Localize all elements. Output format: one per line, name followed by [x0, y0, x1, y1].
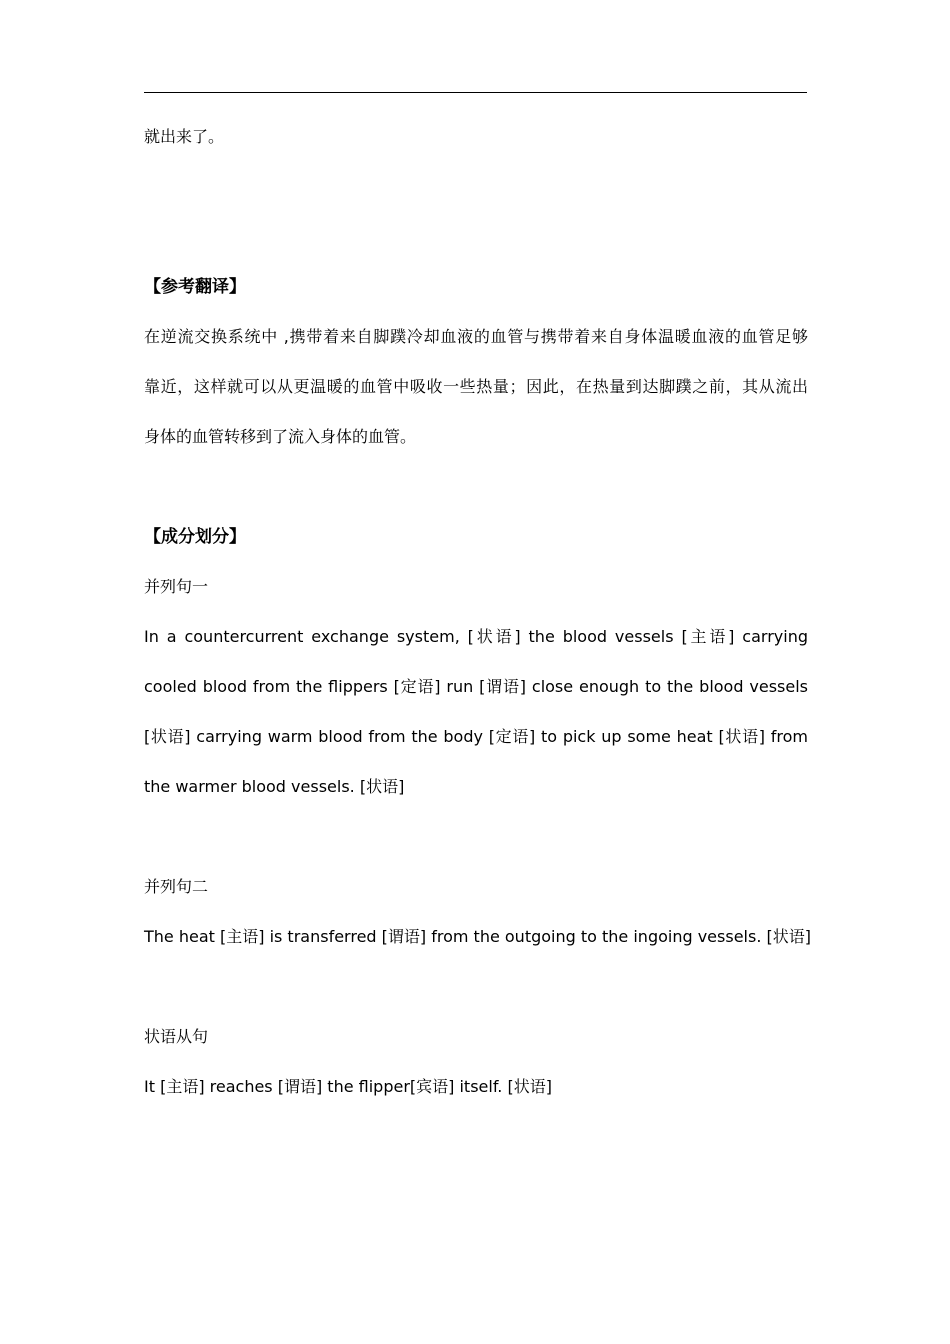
translation-line: 在逆流交换系统中 ,携带着来自脚蹼冷却血液的血管与携带着来自身体温暖血液的血管足够 [144, 327, 808, 346]
clause-line: cooled blood from the flippers [定语] run [谓语] close enough to the blood vessels [144, 677, 808, 696]
continuation-text: 就出来了。 [144, 127, 225, 146]
clause-line: [状语] carrying warm blood from the body [定语] to pick up some heat [状语] from [144, 727, 808, 746]
spacer [144, 962, 808, 1012]
document-body [144, 112, 811, 1112]
translation-heading: 【参考翻译】 [144, 277, 246, 297]
clause-label: 状语从句 [144, 1027, 209, 1046]
spacer [144, 162, 808, 262]
spacer [144, 462, 808, 512]
clause-label: 并列句一 [144, 577, 209, 596]
spacer [144, 812, 808, 862]
analysis-heading: 【成分划分】 [144, 527, 246, 547]
clause-line: It [主语] reaches [谓语] the flipper[宾语] itself. [状语] [144, 1077, 552, 1096]
translation-line: 身体的血管转移到了流入身体的血管。 [144, 427, 417, 446]
translation-line: 靠近，这样就可以从更温暖的血管中吸收一些热量；因此，在热量到达脚蹼之前，其从流出 [144, 377, 808, 396]
clause-label: 并列句二 [144, 877, 209, 896]
clause-line: the warmer blood vessels. [状语] [144, 777, 405, 796]
clause-line: The heat [主语] is transferred [谓语] from the outgoing to the ingoing vessels. [状语] [144, 927, 811, 946]
clause-line: In a countercurrent exchange system, [状语] the blood vessels [主语] carrying [144, 627, 808, 646]
header-rule [144, 92, 807, 93]
